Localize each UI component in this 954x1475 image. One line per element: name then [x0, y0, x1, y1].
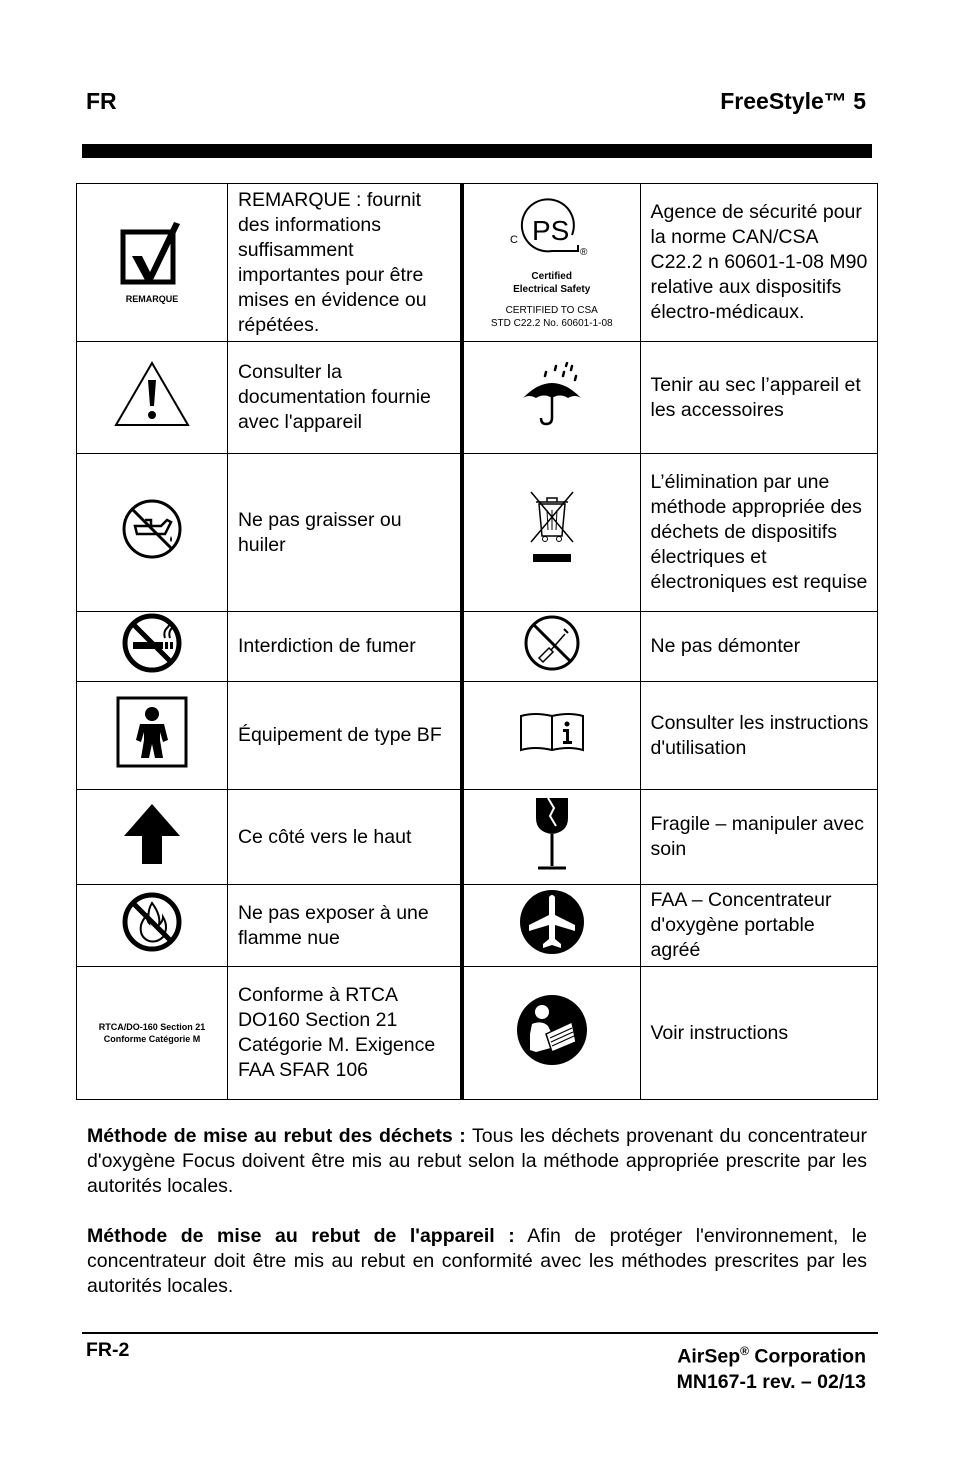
- warning-triangle-icon: [113, 360, 191, 428]
- no-disassemble-text: Ne pas démonter: [640, 612, 878, 682]
- symbols-table: [76, 183, 878, 1100]
- no-smoking-text: Interdiction de fumer: [227, 612, 461, 682]
- warning-text: Consulter la documentation fournie avec l'appareil: [227, 342, 461, 454]
- read-manual-icon: [516, 994, 588, 1066]
- arrow-up-icon: [122, 802, 182, 866]
- instructions-text: Consulter les instructions d'utilisation: [640, 682, 878, 790]
- device-disposal-heading: Méthode de mise au rebut de l'appareil :: [87, 1225, 515, 1247]
- rtca-text: Conforme à RTCA DO160 Section 21 Catégorie M. Exigence FAA SFAR 106: [227, 967, 461, 1100]
- no-disassemble-icon: [523, 614, 581, 672]
- this-side-up-cell: [77, 790, 228, 885]
- footer-page-number: FR-2: [86, 1339, 130, 1361]
- table-row: [77, 967, 878, 1100]
- rtca-label-2: Conforme Catégorie M: [103, 1034, 201, 1044]
- faa-text: FAA – Concentrateur d'oxygène portable agréé: [640, 885, 878, 967]
- umbrella-icon: [519, 362, 585, 426]
- no-flame-text: Ne pas exposer à une flamme nue: [227, 885, 461, 967]
- keep-dry-text: Tenir au sec l’appareil et les accessoires: [640, 342, 878, 454]
- see-instructions-text: Voir instructions: [640, 967, 878, 1100]
- waste-disposal-paragraph: [87, 1124, 867, 1199]
- no-disassemble-cell: [462, 612, 640, 682]
- keep-dry-cell: [462, 342, 640, 454]
- faa-cell: [462, 885, 640, 967]
- rtca-cell: [77, 967, 228, 1100]
- no-oil-text: Ne pas graisser ou huiler: [227, 454, 461, 612]
- remarque-cell: [77, 184, 228, 342]
- header-language: FR: [86, 88, 117, 114]
- svg-text:®: ®: [579, 247, 588, 258]
- device-disposal-paragraph: [87, 1224, 867, 1299]
- type-bf-icon: [116, 696, 188, 768]
- table-row: [77, 184, 878, 342]
- no-oil-icon: [121, 498, 183, 560]
- rtca-label-1: RTCA/DO-160 Section 21: [98, 1022, 206, 1032]
- no-flame-cell: [77, 885, 228, 967]
- fragile-text: Fragile – manipuler avec soin: [640, 790, 878, 885]
- no-open-flame-icon: [121, 891, 183, 953]
- table-row: [77, 790, 878, 885]
- type-bf-text: Équipement de type BF: [227, 682, 461, 790]
- svg-text:PS: PS: [531, 215, 570, 246]
- no-oil-cell: [77, 454, 228, 612]
- header-product: FreeStyle™ 5: [720, 88, 866, 114]
- no-smoking-icon: [121, 612, 183, 674]
- type-bf-cell: [77, 682, 228, 790]
- csa-cert-line1: CERTIFIED TO CSA: [505, 305, 598, 316]
- csa-certified: Certified: [531, 271, 572, 282]
- weee-bin-icon: [527, 490, 577, 568]
- see-instructions-cell: [462, 967, 640, 1100]
- table-row: [77, 612, 878, 682]
- this-side-up-text: Ce côté vers le haut: [227, 790, 461, 885]
- manual-info-icon: [519, 710, 585, 754]
- device-disposal-body: Afin de protéger l'environnement, le concentrateur doit être mis au rebut en conformité avec les méthodes prescrites par les autorités locales.: [87, 1225, 867, 1297]
- csa-cert-line2: STD C22.2 No. 60601-1-08: [490, 318, 613, 329]
- weee-text: L’élimination par une méthode appropriée des déchets de dispositifs électriques et électroniques est requise: [640, 454, 878, 612]
- remarque-text: REMARQUE : fournit des informations suffisamment importantes pour être mises en évidence ou répétées.: [227, 184, 461, 342]
- waste-disposal-body: Tous les déchets provenant du concentrateur d'oxygène Focus doivent être mis au rebut selon la méthode appropriée prescrite par les autorités locales.: [87, 1125, 867, 1197]
- waste-disposal-heading: Méthode de mise au rebut des déchets :: [87, 1125, 466, 1147]
- remarque-label: REMARQUE: [125, 294, 179, 304]
- checkbox-check-icon: [120, 220, 184, 286]
- table-row: [77, 454, 878, 612]
- weee-cell: [462, 454, 640, 612]
- svg-text:C: C: [509, 234, 518, 246]
- header-divider: [82, 144, 872, 158]
- footer-company-block: [677, 1339, 866, 1395]
- footer-company: AirSep® Corporation: [677, 1344, 866, 1368]
- csa-safety: Electrical Safety: [513, 284, 591, 295]
- warning-cell: [77, 342, 228, 454]
- airplane-icon: [519, 889, 585, 955]
- footer-document-ref: MN167-1 rev. – 02/13: [676, 1370, 866, 1393]
- footer-divider: [82, 1332, 878, 1334]
- no-smoking-cell: [77, 612, 228, 682]
- instructions-cell: [462, 682, 640, 790]
- fragile-glass-icon: [532, 796, 572, 872]
- table-row: [77, 342, 878, 454]
- table-row: [77, 682, 878, 790]
- table-row: [77, 885, 878, 967]
- csa-cell: [462, 184, 640, 342]
- fragile-cell: [462, 790, 640, 885]
- csa-text: Agence de sécurité pour la norme CAN/CSA C22.2 n 60601-1-08 M90 relative aux dispositifs électro-médicaux.: [640, 184, 878, 342]
- csa-ps-icon: [502, 195, 602, 263]
